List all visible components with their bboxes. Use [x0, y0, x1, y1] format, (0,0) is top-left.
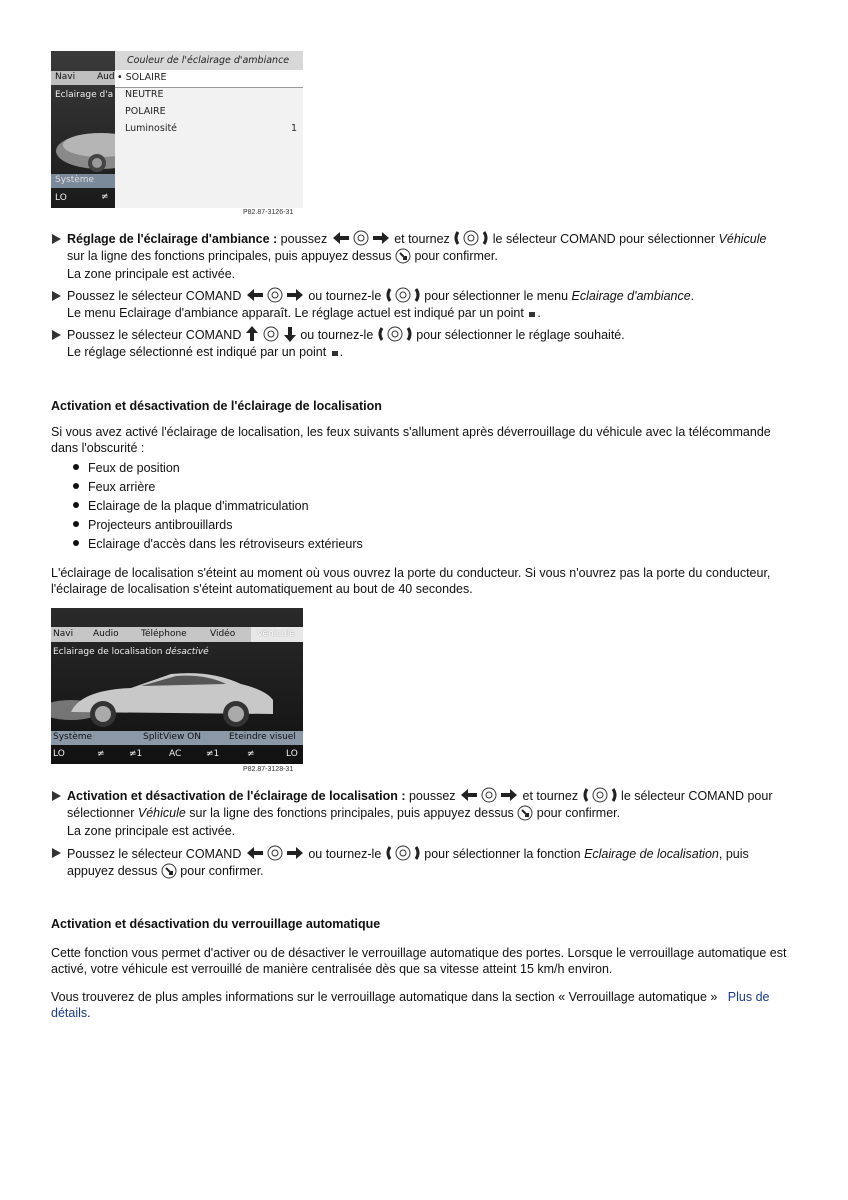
tab-telephone: Téléphone	[141, 629, 187, 639]
menu-item-luminosite[interactable]: Luminosité	[125, 123, 178, 134]
verrouillage-para2: Vous trouverez de plus amples informations sur le verrouillage automatique dans la section « Verrouillage automatique » Plus de détails.	[51, 990, 770, 1020]
seat-heat-icon: ≠	[97, 749, 105, 759]
localisation-light-screenshot	[51, 608, 303, 764]
left-heading: Eclairage d'a	[55, 90, 114, 100]
footer-systeme: Système	[55, 175, 95, 185]
tab-audio: Audio	[93, 629, 119, 639]
tab-navi: Navi	[53, 629, 74, 639]
bar-systeme[interactable]: Système	[53, 732, 93, 742]
step3-line2: Le réglage sélectionné est indiqué par un point .	[67, 345, 344, 359]
rotate-icon	[385, 844, 421, 862]
press-icon	[161, 863, 177, 879]
rotate-icon	[385, 286, 421, 304]
rotate-icon	[377, 325, 413, 343]
bullet-dot-icon	[73, 464, 79, 470]
car-image	[51, 660, 303, 730]
step1-line1: Réglage de l'éclairage d'ambiance : poussez et tournez le sélecteur COMAND pour sélectionner Véhicule	[67, 229, 766, 248]
figure-ref-2: P82.87-3128-31	[243, 766, 294, 773]
menu-item-neutre[interactable]: NEUTRE	[125, 89, 164, 100]
step5-line2: appuyez dessus pour confirmer.	[67, 864, 264, 878]
step2-line1: Poussez le sélecteur COMAND ou tournez-le pour sélectionner le menu Eclairage d'ambiance.	[67, 286, 694, 305]
localisation-intro: Si vous avez activé l'éclairage de localisation, les feux suivants s'allument après déverrouillage du véhicule avec la télécommande dans l'obscurité :	[51, 425, 771, 455]
push-left-right-icon	[331, 229, 391, 247]
step4-line3: La zone principale est activée.	[67, 824, 236, 838]
push-left-right-icon	[459, 786, 519, 804]
push-left-right-icon	[245, 844, 305, 862]
tab-vehicule: Véhicule	[257, 629, 295, 639]
step-arrow-icon	[52, 791, 61, 801]
push-left-right-icon	[245, 286, 305, 304]
press-icon	[517, 805, 533, 821]
figure-ref-1: P82.87-3126-31	[243, 209, 294, 216]
bullet-item: Feux arrière	[88, 480, 156, 494]
step-arrow-icon	[52, 234, 61, 244]
step4-line1: Activation et désactivation de l'éclairage de localisation : poussez et tournez le sélecteur COMAND pour	[67, 786, 772, 805]
press-icon	[395, 248, 411, 264]
step-arrow-icon	[52, 291, 61, 301]
step-arrow-icon	[52, 330, 61, 340]
more-details-link[interactable]: Plus de détails	[51, 990, 770, 1020]
menu-item-solaire[interactable]: • SOLAIRE	[117, 72, 167, 83]
bullet-dot-icon	[73, 502, 79, 508]
step1-line3: La zone principale est activée.	[67, 267, 236, 281]
bar-splitview[interactable]: SplitView ON	[143, 732, 201, 742]
menu-item-polaire[interactable]: POLAIRE	[125, 106, 166, 117]
dot-indicator-icon	[529, 312, 535, 317]
tab-audio: Aud	[97, 72, 115, 82]
status-lo-left: LO	[53, 749, 65, 759]
push-up-down-icon	[245, 325, 297, 343]
rotate-icon	[453, 229, 489, 247]
footer-lo: LO	[55, 193, 67, 203]
ambient-light-menu-screenshot	[51, 51, 303, 208]
seat-heat-icon: ≠	[247, 749, 255, 759]
bullet-dot-icon	[73, 540, 79, 546]
menu-list	[115, 51, 303, 208]
section-heading-verrouillage: Activation et désactivation du verrouillage automatique	[51, 917, 381, 931]
bullet-dot-icon	[73, 483, 79, 489]
step2-line2: Le menu Eclairage d'ambiance apparaît. Le réglage actuel est indiqué par un point .	[67, 306, 541, 320]
status-ac: AC	[169, 749, 182, 759]
step1-line2: sur la ligne des fonctions principales, puis appuyez dessus pour confirmer.	[67, 249, 498, 263]
fan-left: ≠1	[129, 749, 143, 759]
dot-indicator-icon	[332, 351, 338, 356]
verrouillage-para1: Cette fonction vous permet d'activer ou de désactiver le verrouillage automatique des portes. Lorsque le verrouillage automatique est activé, votre véhicule est verrouillé de manière centralisée dès que sa vitesse atteint 15 km/h environ.	[51, 946, 787, 976]
tab-video: Vidéo	[210, 629, 236, 639]
car-image	[51, 111, 115, 181]
menu-title: Couleur de l'éclairage d'ambiance	[127, 55, 290, 66]
localisation-para2: L'éclairage de localisation s'éteint au moment où vous ouvrez la porte du conducteur. Si vous n'ouvrez pas la porte du conducteur, l'éclairage de localisation s'éteint automatiquement au bout de 40 secondes.	[51, 566, 771, 596]
tab-navi: Navi	[55, 72, 76, 82]
luminosity-value: 1	[291, 123, 298, 134]
bullet-item: Eclairage d'accès dans les rétroviseurs extérieurs	[88, 537, 363, 551]
bullet-item: Projecteurs antibrouillards	[88, 518, 233, 532]
rotate-icon	[582, 786, 618, 804]
step4-line2: sélectionner Véhicule sur la ligne des fonctions principales, puis appuyez dessus pour confirmer.	[67, 806, 621, 820]
bullet-dot-icon	[73, 521, 79, 527]
step5-line1: Poussez le sélecteur COMAND ou tournez-le pour sélectionner la fonction Eclairage de localisation, puis	[67, 844, 749, 863]
screen-title: Eclairage de localisation désactivé	[53, 647, 209, 657]
section-heading-localisation: Activation et désactivation de l'éclairage de localisation	[51, 399, 382, 413]
seat-heat-icon: ≠	[101, 192, 109, 202]
bullet-item: Eclairage de la plaque d'immatriculation	[88, 499, 309, 513]
fan-right: ≠1	[206, 749, 220, 759]
bullet-item: Feux de position	[88, 461, 180, 475]
bar-eteindre-visuel[interactable]: Eteindre visuel	[229, 732, 296, 742]
step-arrow-icon	[52, 848, 61, 858]
status-lo-right: LO	[286, 749, 298, 759]
step3-line1: Poussez le sélecteur COMAND ou tournez-le pour sélectionner le réglage souhaité.	[67, 325, 625, 344]
